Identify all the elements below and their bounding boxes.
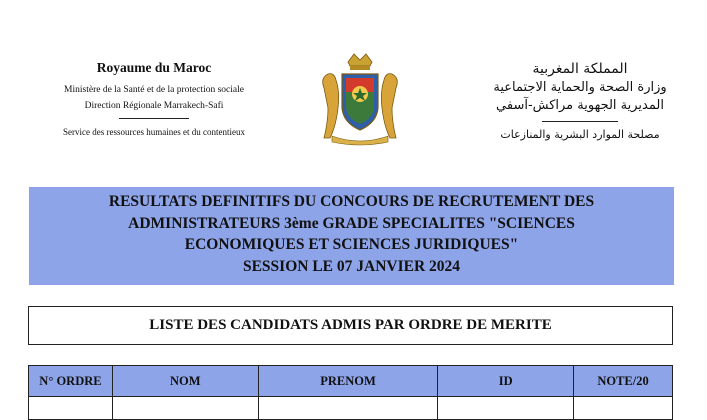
- column-header-note: NOTE/20: [574, 366, 673, 397]
- results-table: [28, 365, 673, 420]
- ministry-name-ar: وزارة الصحة والحماية الاجتماعية: [493, 80, 667, 95]
- kingdom-name-ar: المملكة المغربية: [532, 61, 628, 77]
- column-header-order: N° ORDRE: [29, 366, 113, 397]
- column-header-prenom: PRENOM: [258, 366, 438, 397]
- banner-line-4: SESSION LE 07 JANVIER 2024: [242, 257, 461, 275]
- header-left-french: [20, 60, 288, 137]
- kingdom-name-fr: Royaume du Maroc: [96, 60, 212, 75]
- service-name-fr: Service des ressources humaines et du contentieux: [63, 127, 245, 137]
- table-row: [29, 397, 673, 420]
- table-header-row: [29, 366, 673, 397]
- list-title: LISTE DES CANDIDATS ADMIS PAR ORDRE DE MERITE: [149, 317, 552, 333]
- list-title-box: [28, 306, 673, 345]
- banner-line-2: ADMINISTRATEURS 3ème GRADE SPECIALITES "SCIENCES: [128, 214, 575, 232]
- column-header-nom: NOM: [112, 366, 258, 397]
- banner-line-3: ECONOMIQUES ET SCIENCES JURIDIQUES": [184, 236, 519, 253]
- direction-name-fr: Direction Régionale Marrakech-Safi: [84, 101, 224, 111]
- column-header-id: ID: [438, 366, 574, 397]
- results-title-banner: [29, 187, 674, 285]
- header-left-divider: [119, 118, 189, 119]
- header-right-divider: [542, 121, 618, 122]
- service-name-ar: مصلحة الموارد البشرية والمنازعات: [500, 128, 660, 141]
- direction-name-ar: المديرية الجهوية مراكش-آسفي: [496, 98, 664, 113]
- ministry-name-fr: Ministère de la Santé et de la protection sociale: [64, 85, 244, 95]
- banner-line-1: RESULTATS DEFINITIFS DU CONCOURS DE RECRUTEMENT DES: [108, 193, 595, 210]
- moroccan-coat-of-arms-icon: [310, 48, 410, 148]
- header-right-arabic: [470, 60, 690, 141]
